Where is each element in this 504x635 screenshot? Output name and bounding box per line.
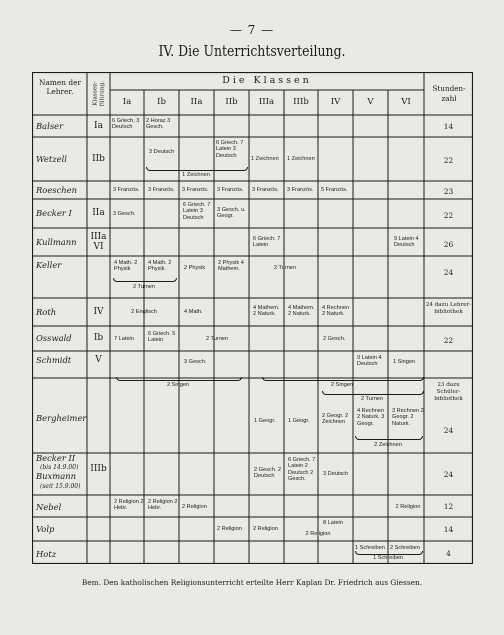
class-lead: IIb	[92, 154, 105, 164]
hours-value: 24	[443, 426, 454, 435]
lesson-cell: 2 Religion 2 Hebr.	[148, 499, 178, 512]
lesson-cell: 2 Religion	[305, 531, 331, 537]
header-names-label: Namen der Lehrer.	[38, 78, 81, 96]
lesson-cell: 3 Deutsch	[323, 471, 349, 477]
lesson-cell: 2 Physik	[184, 265, 206, 271]
lesson-cell: 2 Singen	[330, 382, 354, 388]
lesson-cell: 6 Griech. 7 Latein 2 Deutsch 2 Gesch.	[288, 457, 316, 483]
lesson-cell: 1 Geogr.	[254, 418, 276, 424]
joint-lesson-brace	[355, 436, 423, 440]
teacher-name: Schmidt	[36, 355, 72, 365]
hours-value: 4	[446, 549, 451, 558]
lesson-cell: 7 Latein	[114, 336, 134, 342]
class-lead: V	[95, 355, 102, 365]
hours-value: 24 dazu Lehrer-bibliothek	[425, 302, 472, 315]
lesson-cell: 2 Religion	[253, 526, 278, 532]
lesson-cell: 3 Rechnen 2 Geogr. 2 Naturk.	[392, 408, 424, 427]
hours-value: 22	[443, 156, 454, 165]
lesson-cell: 2 Horaz 3 Gesch.	[146, 118, 171, 131]
lesson-cell: 2 Religion 2 Hebr.	[114, 499, 144, 512]
lesson-cell: 3 Französ.	[217, 187, 244, 193]
header-class-v: V	[367, 97, 374, 107]
lesson-cell: 4 Rechnen 2 Naturk. 3 Geogr.	[357, 408, 385, 427]
lesson-cell: 2 Physik 4 Mathem.	[218, 260, 244, 273]
lesson-cell: 1 Schreiben	[373, 555, 403, 561]
table-grid	[32, 72, 473, 564]
teacher-name: Balser	[36, 121, 64, 131]
lesson-cell: 1 Zeichnen	[287, 156, 315, 162]
lesson-cell: 4 Mathem. 2 Naturk.	[288, 305, 315, 318]
teacher-name: Roth	[36, 307, 57, 317]
teacher-name: Kullmann	[36, 237, 77, 247]
teacher-name-note: (bis 14.9.00)	[40, 464, 79, 471]
header-class-ia: Ia	[122, 97, 132, 107]
teacher-name: Osswald	[36, 333, 72, 343]
lesson-cell: 3 Gesch.	[184, 359, 207, 365]
lesson-cell: 2 Religion	[182, 504, 207, 510]
hours-value: 23	[443, 187, 454, 196]
lesson-cell: 3 Französ.	[148, 187, 175, 193]
lesson-cell: 2 Schreiben	[390, 545, 420, 551]
header-class-ib: Ib	[157, 97, 166, 107]
lesson-cell: 3 Französ.	[287, 187, 314, 193]
hours-value: 14	[443, 122, 454, 131]
lesson-cell: 1 Zeichnen	[251, 156, 279, 162]
lesson-cell: 1 Zeichnen	[182, 172, 210, 178]
lesson-cell: 3 Französ.	[113, 187, 140, 193]
lesson-cell: 2 Turnen	[273, 265, 297, 271]
joint-lesson-brace	[113, 278, 177, 282]
hours-value: 12	[443, 502, 454, 511]
header-class-iv: IV	[330, 97, 341, 107]
lesson-cell: 6 Griech. 7 Latein 3 Deutsch	[183, 202, 211, 221]
lesson-cell: 2 Singen	[166, 382, 190, 388]
class-lead: IIa	[92, 208, 105, 218]
teacher-name: Becker I	[36, 208, 72, 218]
lesson-cell: 4 Rechnen 2 Naturk.	[322, 305, 350, 318]
teacher-name: Bergheimer	[36, 413, 87, 423]
schedule-table	[32, 72, 473, 564]
lesson-cell: 2 Zeichnen	[374, 442, 402, 448]
header-class-iiia: IIIa	[258, 97, 275, 107]
lesson-cell: 3 Deutsch	[149, 149, 175, 155]
lesson-cell: 1 Singen	[393, 359, 416, 365]
hours-value: 26	[443, 240, 454, 249]
joint-lesson-brace	[116, 377, 242, 381]
lesson-cell: 6 Griech. 7 Latein	[253, 236, 281, 249]
class-lead: Ia	[94, 121, 103, 131]
lesson-cell: 2 Gesch.	[323, 336, 346, 342]
header-class-iia: IIa	[190, 97, 203, 107]
header-klassenfuehrung	[87, 72, 110, 115]
lesson-cell: 8 Latein	[323, 520, 343, 526]
header-class-vi: VI	[401, 97, 411, 107]
teacher-name: Hotz	[36, 549, 57, 559]
joint-lesson-brace	[322, 391, 424, 395]
lesson-cell: 2 Religion	[217, 526, 242, 532]
lesson-cell: 2 Turnen	[132, 284, 156, 290]
joint-lesson-brace	[146, 167, 248, 171]
teacher-name: Wetzell	[36, 154, 67, 164]
joint-lesson-brace	[262, 377, 424, 381]
lesson-cell: 3 Gesch.	[113, 211, 136, 217]
class-lead: Ib	[93, 333, 104, 343]
teacher-name-note: (seit 15.9.00)	[40, 483, 81, 490]
lesson-cell: 2 Geogr. 2 Zeichnen	[322, 413, 349, 426]
teacher-name: Becker II	[36, 453, 76, 463]
section-title: IV. Die Unterrichtsverteilung.	[158, 44, 346, 60]
hours-value: 24	[443, 470, 454, 479]
hours-value: 14	[443, 525, 454, 534]
class-lead: IV	[93, 307, 104, 317]
lesson-cell: 4 Mathem. 2 Naturk.	[253, 305, 280, 318]
lesson-cell: 2 Gesch. 2 Deutsch	[254, 467, 282, 480]
teacher-name: Volp	[36, 524, 55, 534]
header-class-iib: IIb	[225, 97, 238, 107]
hours-value: 22	[443, 336, 454, 345]
lesson-cell: 3 Französ.	[182, 187, 209, 193]
class-lead: IIIa VI	[90, 232, 107, 252]
teacher-name: Keller	[36, 260, 62, 270]
lesson-cell: 6 Griech. 5 Latein	[148, 331, 176, 344]
header-hours-label: Stunden-zahl	[432, 84, 466, 103]
lesson-cell: 9 Latein 4 Deutsch	[394, 236, 419, 249]
lesson-cell: 5 Französ.	[321, 187, 348, 193]
lesson-cell: 4 Math.	[184, 309, 203, 315]
lesson-cell: 2 Englisch	[131, 309, 157, 315]
header-klassenfuehrung-label: Klassen-führung.	[92, 80, 105, 107]
hours-value: 24	[443, 268, 454, 277]
lesson-cell: 6 Griech. 3 Deutsch	[112, 118, 140, 131]
header-hours	[427, 84, 471, 104]
class-lead: IIIb	[90, 464, 107, 474]
lesson-cell: 1 Geogr.	[288, 418, 310, 424]
header-names	[38, 78, 82, 96]
lesson-cell: 2 Turnen	[205, 336, 229, 342]
lesson-cell: 2 Turnen	[360, 396, 384, 402]
header-classes-group: Die Klassen	[222, 75, 312, 86]
header-class-iiib: IIIb	[293, 97, 309, 107]
lesson-cell: 3 Gesch. u. Geogr.	[217, 207, 246, 220]
footnote: Bem. Den katholischen Religionsunterricht erteilte Herr Kaplan Dr. Friedrich aus Giessen.	[81, 578, 423, 587]
lesson-cell: 4 Math. 2 Physik	[148, 260, 172, 273]
page-number: — 7 —	[229, 23, 275, 37]
lesson-cell: 9 Latein 4 Deutsch	[357, 355, 382, 368]
teacher-name: Buxmann	[36, 471, 76, 481]
lesson-cell: 1 Schreiben	[355, 545, 385, 551]
lesson-cell: 3 Französ.	[252, 187, 279, 193]
hours-value: 22	[443, 211, 454, 220]
teacher-name: Roeschen	[36, 185, 78, 195]
hours-value: 23 dazu Schüler-bibliothek	[434, 382, 463, 402]
teacher-name: Nebel	[36, 502, 62, 512]
lesson-cell: 4 Math. 2 Physik	[114, 260, 138, 273]
lesson-cell: 6 Griech. 7 Latein 3 Deutsch	[216, 140, 244, 159]
lesson-cell: 2 Religion	[395, 504, 421, 510]
